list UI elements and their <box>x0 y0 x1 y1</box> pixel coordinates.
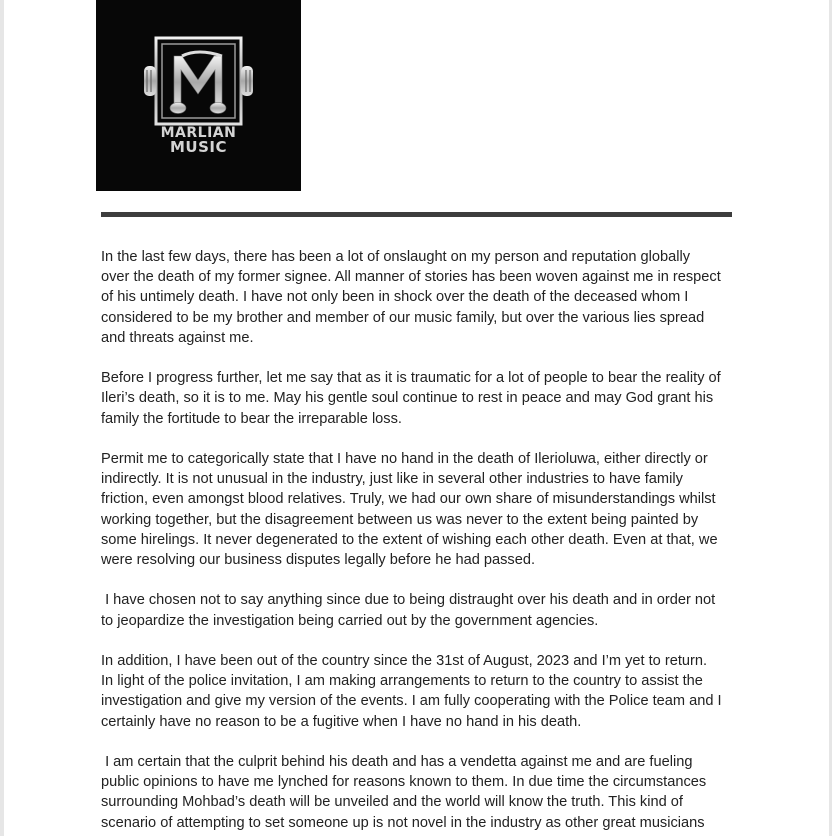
statement-body <box>101 247 741 836</box>
text-line: to jeopardize the investigation being carried out by the government agencies. <box>101 612 599 629</box>
text-line: In the last few days, there has been a lot of onslaught on my person and reputation globally <box>101 249 690 265</box>
statement-paragraph <box>101 247 741 348</box>
statement-paragraph <box>101 651 741 732</box>
text-line: I have chosen not to say anything since due to being distraught over his death and in order not <box>101 592 716 609</box>
text-line: public opinions to have me lynched for reasons known to them. In due time the circumstances <box>101 774 707 791</box>
text-line: scenario of attempting to set someone up is not novel in the industry as other great musicians <box>101 814 705 831</box>
text-line: investigation and give my version of the events. I am fully cooperating with the Police team and I <box>101 693 722 710</box>
text-line: Before I progress further, let me say that as it is traumatic for a lot of people to bear the reality of <box>101 370 721 387</box>
text-line: considered to be my brother and member of our music family, but over the various lies spread <box>101 309 705 326</box>
text-line: and threats against me. <box>101 329 254 346</box>
text-line: In addition, I have been out of the country since the 31st of August, 2023 and I’m yet to return. <box>101 653 708 669</box>
headphones-music-note-icon <box>142 36 255 126</box>
logo-text-music: MUSIC <box>170 138 227 156</box>
text-line: over the death of my former signee. All manner of stories has been woven against me in respect <box>101 269 721 286</box>
marlian-music-logo <box>96 0 301 191</box>
text-line: Ileri’s death, so it is to me. May his gentle soul continue to rest in peace and may God grant his <box>101 390 714 407</box>
text-line: friction, even amongst blood relatives. Truly, we had our own share of misunderstandings whilst <box>101 491 716 508</box>
page-edge-left <box>0 0 4 836</box>
text-line: of his untimely death. I have not only been in shock over the death of the deceased whom I <box>101 289 689 306</box>
header-divider <box>101 212 732 217</box>
logo-text-marlian: MARLIAN <box>160 125 237 141</box>
text-line: Permit me to categorically state that I have no hand in the death of Ilerioluwa, either directly or <box>101 451 708 467</box>
text-line: In light of the police invitation, I am making arrangements to return to the country to assist the <box>101 673 703 690</box>
text-line: some hirelings. It never degenerated to the extent of wishing each other death. Even at that, we <box>101 531 718 548</box>
text-line: certainly have no reason to be a fugitive when I have no hand in his death. <box>101 713 582 730</box>
statement-paragraph <box>101 590 741 630</box>
statement-paragraph <box>101 449 741 570</box>
text-line: family the fortitude to bear the irreparable loss. <box>101 410 402 427</box>
statement-paragraph <box>101 368 741 429</box>
text-line: indirectly. It is not unusual in the industry, just like in several other industries to have family <box>101 471 683 488</box>
statement-paragraph <box>101 752 741 833</box>
text-line: were resolving our business disputes legally before he had passed. <box>101 552 536 569</box>
text-line: surrounding Mohbad’s death will be unveiled and the world will know the truth. This kind of <box>101 794 683 811</box>
text-line: working together, but the disagreement between us was never to the extent being painted by <box>101 511 699 528</box>
text-line: I am certain that the culprit behind his death and has a vendetta against me and are fueling <box>101 754 693 770</box>
